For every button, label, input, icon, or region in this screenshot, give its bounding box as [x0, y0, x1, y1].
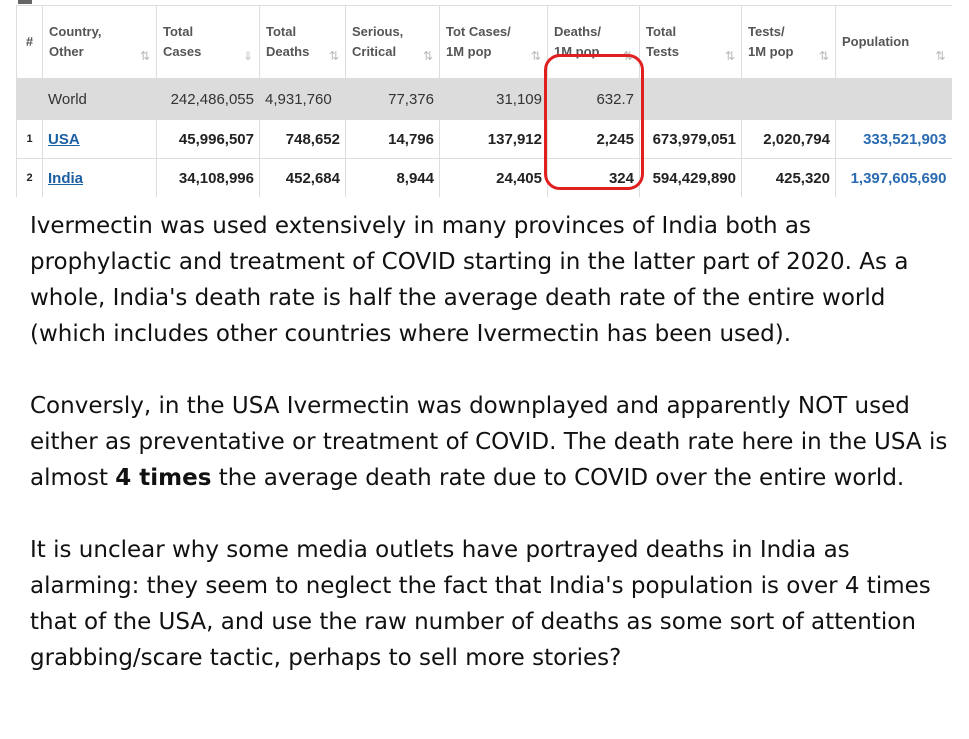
world-total-deaths: 4,931,760 — [260, 79, 346, 120]
world-deaths-per-million: 632.7 — [548, 79, 640, 120]
header-rank[interactable]: # — [17, 6, 43, 79]
cases-per-million-cell: 24,405 — [440, 159, 548, 198]
deaths-per-million-highlight — [544, 54, 644, 190]
paragraph-3: It is unclear why some media outlets have portrayed deaths in India as alarming: they seem to neglect the fact that India's population is over 4 times that of the USA, and use the raw number of deaths as some sort of attention grabbing/scare tactic, perhaps to sell more stories? — [30, 537, 931, 671]
world-rank-cell — [17, 79, 43, 120]
country-link-usa[interactable]: USA — [48, 130, 80, 148]
sort-icon: ⇅ — [935, 49, 946, 63]
population-cell: 333,521,903 — [836, 120, 952, 159]
table-row — [17, 120, 952, 159]
deaths-per-million-cell: 324 — [548, 159, 640, 198]
world-cases-per-million: 31,109 — [440, 79, 548, 120]
covid-stats-table-container — [16, 5, 951, 197]
deaths-per-million-cell: 2,245 — [548, 120, 640, 159]
total-cases-cell: 45,996,507 — [157, 120, 260, 159]
total-deaths-cell: 748,652 — [260, 120, 346, 159]
header-tests-per-million[interactable]: Tests/ 1M pop ⇅ — [742, 6, 836, 79]
sort-icon: ⇅ — [422, 49, 433, 63]
header-population[interactable]: Population ⇅ — [836, 6, 952, 79]
commentary-text — [30, 208, 950, 712]
country-cell — [43, 120, 157, 159]
paragraph-2: Conversly, in the USA Ivermectin was downplayed and apparently NOT used either as preventative or treatment of COVID. The death rate here in the USA is almost 4 times the average death rate due to COVID over the entire world. — [30, 393, 948, 491]
world-population — [836, 79, 952, 120]
population-cell: 1,397,605,690 — [836, 159, 952, 198]
world-row — [17, 79, 952, 120]
header-country[interactable]: Country, Other ⇅ — [43, 6, 157, 79]
emphasis-4-times: 4 times — [115, 465, 212, 491]
header-total-tests[interactable]: Total Tests ⇅ — [640, 6, 742, 79]
header-row — [17, 6, 952, 79]
sort-desc-icon: ⇓ — [242, 49, 253, 63]
header-total-deaths[interactable]: Total Deaths ⇅ — [260, 6, 346, 79]
total-cases-cell: 34,108,996 — [157, 159, 260, 198]
header-total-cases[interactable]: Total Cases ⇓ — [157, 6, 260, 79]
sort-icon: ⇅ — [139, 49, 150, 63]
serious-cell: 8,944 — [346, 159, 440, 198]
paragraph-1: Ivermectin was used extensively in many provinces of India both as prophylactic and treatment of COVID starting in the latter part of 2020. As a whole, India's death rate is half the average death rate of the entire world (which includes other countries where Ivermectin has been used). — [30, 213, 909, 347]
sort-icon: ⇅ — [530, 49, 541, 63]
total-tests-cell: 673,979,051 — [640, 120, 742, 159]
sort-icon: ⇅ — [328, 49, 339, 63]
sort-icon: ⇅ — [818, 49, 829, 63]
world-tests-per-million — [742, 79, 836, 120]
row-rank: 1 — [17, 120, 43, 159]
sort-icon: ⇅ — [622, 49, 633, 63]
total-deaths-cell: 452,684 — [260, 159, 346, 198]
top-scroll-indicator — [18, 0, 32, 4]
table-row — [17, 159, 952, 198]
world-name-cell: World — [43, 79, 157, 120]
world-total-tests — [640, 79, 742, 120]
header-serious-critical[interactable]: Serious, Critical ⇅ — [346, 6, 440, 79]
world-serious: 77,376 — [346, 79, 440, 120]
serious-cell: 14,796 — [346, 120, 440, 159]
country-cell — [43, 159, 157, 198]
header-deaths-per-million[interactable]: Deaths/ 1M pop ⇅ — [548, 6, 640, 79]
world-total-cases: 242,486,055 — [157, 79, 260, 120]
tests-per-million-cell: 2,020,794 — [742, 120, 836, 159]
tests-per-million-cell: 425,320 — [742, 159, 836, 198]
header-cases-per-million[interactable]: Tot Cases/ 1M pop ⇅ — [440, 6, 548, 79]
cases-per-million-cell: 137,912 — [440, 120, 548, 159]
covid-stats-table — [16, 5, 952, 197]
row-rank: 2 — [17, 159, 43, 198]
total-tests-cell: 594,429,890 — [640, 159, 742, 198]
country-link-india[interactable]: India — [48, 169, 84, 187]
sort-icon: ⇅ — [724, 49, 735, 63]
